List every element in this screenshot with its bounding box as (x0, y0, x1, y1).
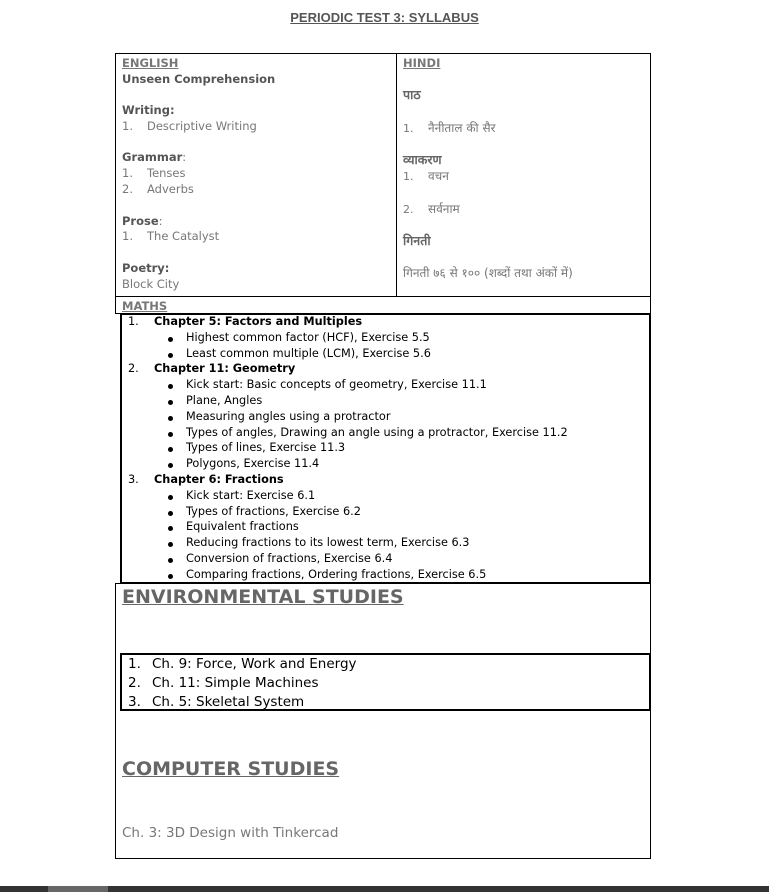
bullet-icon (168, 416, 173, 421)
topic-text: Kick start: Basic concepts of geometry, Exercise 11.1 (186, 378, 487, 392)
prose-item (122, 229, 219, 243)
evs-section (115, 583, 651, 859)
bullet-icon (168, 511, 173, 516)
english-hindi-table (115, 53, 651, 297)
prose-label-text: Prose (122, 214, 159, 228)
poetry-item: Block City (122, 277, 180, 291)
topic-text: Types of lines, Exercise 11.3 (186, 441, 346, 455)
maths-chapter (128, 362, 628, 377)
list-text: Ch. 9: Force, Work and Energy (152, 656, 357, 672)
maths-chapter (128, 315, 628, 330)
topic-text: Equivalent fractions (186, 520, 299, 534)
maths-topic (168, 426, 638, 441)
topic-text: Kick start: Exercise 6.1 (186, 488, 316, 502)
english-heading: ENGLISH (122, 56, 179, 70)
topic-text: Plane, Angles (186, 394, 263, 407)
bullet-icon (168, 337, 173, 342)
list-text: The Catalyst (147, 229, 220, 243)
list-number: 2. (128, 675, 141, 691)
maths-topic (168, 331, 638, 346)
maths-heading: MATHS (122, 299, 168, 313)
chapter-title: Chapter 5: Factors and Multiples (154, 315, 363, 328)
list-number: 1. (128, 656, 141, 672)
list-number: 2. (403, 203, 414, 216)
list-number: 2. (122, 182, 133, 196)
topic-text: Types of fractions, Exercise 6.2 (186, 504, 361, 518)
maths-topic (168, 441, 638, 456)
hindi-vyakaran-label: व्याकरण (403, 152, 442, 167)
writing-label: Writing: (122, 103, 175, 117)
prose-colon: : (158, 214, 163, 228)
hindi-vyakaran-item (403, 167, 449, 184)
topic-text: Reducing fractions to its lowest term, Exercise 6.3 (186, 536, 470, 550)
topic-text: Types of angles, Drawing an angle using a protractor, Exercise 11.2 (186, 425, 568, 439)
bullet-icon (168, 558, 173, 563)
maths-topic (168, 536, 638, 551)
bullet-icon (168, 526, 173, 531)
topic-text: Comparing fractions, Ordering fractions, Exercise 6.5 (186, 567, 487, 581)
list-text: Tenses (147, 166, 186, 180)
bullet-icon (168, 463, 173, 468)
topic-text: Least common multiple (LCM), Exercise 5.6 (186, 346, 431, 360)
bullet-icon (168, 384, 173, 389)
topic-text: Highest common factor (HCF), Exercise 5.5 (186, 330, 430, 344)
hindi-path-item (403, 119, 496, 136)
bottom-bar-segment (48, 886, 108, 892)
chapter-number: 3. (128, 473, 139, 486)
writing-item (122, 119, 257, 133)
bullet-icon (168, 432, 173, 437)
computer-item: Ch. 3: 3D Design with Tinkercad (122, 825, 339, 841)
bullet-icon (168, 353, 173, 358)
chapter-title: Chapter 11: Geometry (154, 362, 296, 376)
list-number: 1. (122, 229, 133, 243)
bullet-icon (168, 542, 173, 547)
maths-chapter (128, 473, 628, 488)
list-number: 3. (128, 694, 141, 710)
hindi-ginti-label: गिनती (403, 233, 431, 248)
list-number: 1. (122, 166, 133, 180)
hindi-heading: HINDI (403, 56, 441, 70)
evs-heading: ENVIRONMENTAL STUDIES (122, 586, 404, 608)
bullet-icon (168, 447, 173, 452)
chapter-title: Chapter 6: Fractions (154, 473, 284, 486)
computer-heading: COMPUTER STUDIES (122, 758, 340, 780)
maths-topic (168, 552, 638, 567)
list-number: 1. (122, 119, 133, 133)
list-text: नैनीताल की सैर (428, 121, 496, 135)
maths-heading-row (115, 296, 651, 314)
maths-topic (168, 489, 638, 504)
maths-topic (168, 520, 638, 535)
column-divider (396, 53, 397, 297)
list-text: Ch. 5: Skeletal System (152, 694, 305, 710)
grammar-colon: : (182, 150, 187, 164)
chapter-number: 1. (128, 315, 139, 328)
maths-topic (168, 378, 638, 393)
maths-topic (168, 568, 638, 583)
topic-text: Measuring angles using a protractor (186, 409, 391, 423)
bullet-icon (168, 495, 173, 500)
grammar-item (122, 182, 194, 196)
prose-label (122, 214, 163, 228)
bottom-bar (0, 886, 769, 892)
grammar-label (122, 150, 186, 164)
list-text: सर्वनाम (428, 202, 460, 216)
hindi-path-label: पाठ (403, 87, 421, 102)
maths-topic (168, 457, 638, 472)
list-number: 1. (403, 170, 414, 183)
topic-text: Conversion of fractions, Exercise 6.4 (186, 552, 393, 565)
english-comprehension: Unseen Comprehension (122, 72, 276, 86)
list-text: वचन (428, 169, 449, 183)
topic-text: Polygons, Exercise 11.4 (186, 457, 320, 471)
maths-topic (168, 394, 638, 409)
list-text: Ch. 11: Simple Machines (152, 675, 319, 691)
list-text: Descriptive Writing (147, 119, 257, 133)
grammar-item (122, 166, 186, 180)
hindi-vyakaran-item (403, 200, 460, 217)
grammar-label-text: Grammar (122, 150, 183, 164)
hindi-ginti-text: गिनती ७६ से १०० (शब्दों तथा अंकों में) (403, 266, 573, 280)
maths-topic (168, 505, 638, 520)
poetry-label: Poetry: (122, 261, 170, 275)
chapter-number: 2. (128, 362, 139, 376)
list-text: Adverbs (147, 182, 194, 196)
page-title: PERIODIC TEST 3: SYLLABUS (290, 10, 479, 25)
bullet-icon (168, 400, 173, 405)
bullet-icon (168, 574, 173, 579)
maths-topic (168, 410, 638, 425)
maths-topic (168, 347, 638, 362)
list-number: 1. (403, 122, 414, 135)
